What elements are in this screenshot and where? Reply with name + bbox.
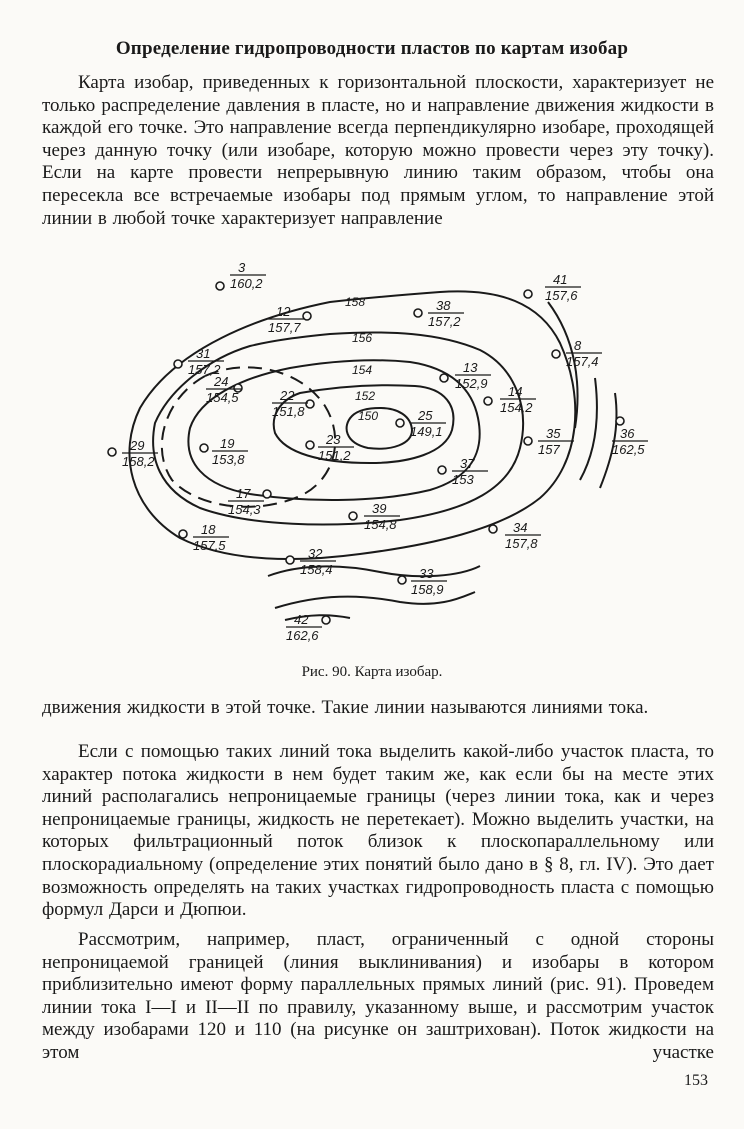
well-number: 18 (201, 522, 216, 537)
well-pressure: 157,7 (268, 320, 301, 335)
well-pressure: 157 (538, 442, 560, 457)
well-pressure: 162,6 (286, 628, 319, 643)
section-heading: Определение гидропроводности пластов по картам изобар (115, 38, 629, 59)
well-19 (200, 436, 248, 467)
well-marker (396, 419, 404, 427)
well-41 (524, 272, 581, 303)
well-marker (263, 490, 271, 498)
well-pressure: 157,2 (188, 362, 221, 377)
well-pressure: 157,2 (428, 314, 461, 329)
well-number: 23 (326, 432, 341, 447)
paragraph-4: Рассмотрим, например, пласт, ограниченный с одной стороны непроницаемой границей (линия выклинивания) и изобары в котором приблизительно имеют форму параллельных прямых линий (рис. 91). Проведем линии тока I—I и II—II по правилу, указанному выше, и рассмотрим участок между изобарами 120 и 110 (на рисунке он заштрихован). Поток жидкости на этом участке (42, 929, 714, 1063)
well-number: 34 (513, 520, 528, 535)
well-29 (108, 438, 158, 469)
well-marker (484, 397, 492, 405)
well-pressure: 154,3 (228, 502, 261, 517)
well-pressure: 151,2 (318, 448, 351, 463)
well-marker (552, 350, 560, 358)
well-39 (349, 501, 400, 532)
well-31 (174, 346, 224, 377)
contour-label-156: 156 (352, 331, 373, 345)
well-number: 25 (418, 408, 433, 423)
well-pressure: 153,8 (212, 452, 245, 467)
well-35 (524, 426, 574, 457)
well-37 (438, 456, 488, 487)
well-marker (349, 512, 357, 520)
well-pressure: 154,8 (364, 517, 397, 532)
well-marker (303, 312, 311, 320)
well-number: 29 (130, 438, 145, 453)
well-pressure: 152,9 (455, 376, 488, 391)
isobar-map-figure (0, 258, 744, 658)
well-number: 22 (280, 388, 295, 403)
paragraph-2: движения жидкости в этой точке. Такие линии называются линиями тока. (42, 697, 649, 718)
well-pressure: 158,9 (411, 582, 444, 597)
well-number: 41 (553, 272, 568, 287)
well-marker (174, 360, 182, 368)
well-number: 17 (236, 486, 251, 501)
well-marker (440, 374, 448, 382)
well-number: 12 (276, 304, 291, 319)
well-marker (524, 290, 532, 298)
well-number: 19 (220, 436, 235, 451)
well-pressure: 149,1 (410, 424, 443, 439)
paragraph-3: Если с помощью таких линий тока выделить какой-либо участок пласта, то характер потока жидкости в нем будет таким же, как если бы на месте этих линий располагались непроницаемые границы (через линии тока, как и через непроницаемые границы, жидкость не перетекает). Можно выделить участки, на которых фильтрационный поток близок к плоскопараллельному или плоскорадиальному (определение этих понятий было дано в § 8, гл. IV). Это дает возможность определять на таких участках гидропроводность пласта с помощью формул Дарси и Дюпюи. (42, 741, 714, 921)
well-marker (200, 444, 208, 452)
isobar-bottom-2 (275, 592, 475, 608)
well-36 (612, 417, 648, 457)
well-32 (286, 546, 336, 577)
figure-caption: Рис. 90. Карта изобар. (301, 664, 443, 680)
well-number: 39 (372, 501, 387, 516)
isobar-150 (347, 408, 412, 449)
well-pressure: 157,8 (505, 536, 538, 551)
paragraph-1: Карта изобар, приведенных к горизонтальной плоскости, характеризует не только распределение давления в пласте, но и направление движения жидкости в каждой его точке. Это направление всегда перпендикулярно изобаре, проходящей через данную точку (или изобаре, которую можно провести через эту точку). Если на карте провести непрерывную линию таким образом, чтобы она пересекла все встречаемые изобары под прямым углом, то направление этой линии в любой точке характеризует направление (42, 72, 714, 229)
well-number: 32 (308, 546, 323, 561)
contour-label-152: 152 (355, 389, 376, 403)
well-marker (306, 441, 314, 449)
well-marker (414, 309, 422, 317)
well-3 (216, 260, 266, 291)
well-number: 31 (196, 346, 211, 361)
well-pressure: 157,5 (193, 538, 226, 553)
well-pressure: 162,5 (612, 442, 645, 457)
well-14 (484, 384, 536, 415)
well-23 (306, 432, 354, 463)
well-number: 35 (546, 426, 561, 441)
well-pressure: 154,2 (500, 400, 533, 415)
well-marker (322, 616, 330, 624)
well-33 (398, 566, 447, 597)
well-number: 36 (620, 426, 635, 441)
well-marker (616, 417, 624, 425)
well-number: 8 (574, 338, 582, 353)
well-marker (286, 556, 294, 564)
well-pressure: 158,2 (122, 454, 155, 469)
well-marker (306, 400, 314, 408)
well-marker (216, 282, 224, 290)
well-pressure: 154,5 (206, 390, 239, 405)
well-pressure: 160,2 (230, 276, 263, 291)
well-25 (396, 408, 446, 439)
well-marker (179, 530, 187, 538)
well-13 (440, 360, 491, 391)
well-pressure: 151,8 (272, 404, 305, 419)
well-number: 37 (460, 456, 475, 471)
contour-label-154: 154 (352, 363, 373, 377)
well-number: 3 (238, 260, 246, 275)
well-number: 24 (214, 374, 229, 389)
well-number: 42 (294, 612, 309, 627)
well-number: 38 (436, 298, 451, 313)
well-pressure: 158,4 (300, 562, 333, 577)
well-24 (206, 374, 242, 405)
well-marker (398, 576, 406, 584)
page-number: 153 (684, 1072, 708, 1089)
well-number: 33 (419, 566, 434, 581)
well-18 (179, 522, 229, 553)
well-34 (489, 520, 541, 551)
contour-label-150: 150 (358, 409, 379, 423)
well-pressure: 153 (452, 472, 474, 487)
well-marker (108, 448, 116, 456)
well-number: 13 (463, 360, 478, 375)
well-pressure: 157,4 (566, 354, 599, 369)
well-38 (414, 298, 464, 329)
well-marker (438, 466, 446, 474)
well-pressure: 157,6 (545, 288, 578, 303)
isobar-right-2 (580, 378, 597, 480)
well-marker (524, 437, 532, 445)
well-marker (489, 525, 497, 533)
contour-label-158: 158 (345, 295, 366, 309)
well-42 (286, 612, 330, 643)
well-number: 14 (508, 384, 523, 399)
